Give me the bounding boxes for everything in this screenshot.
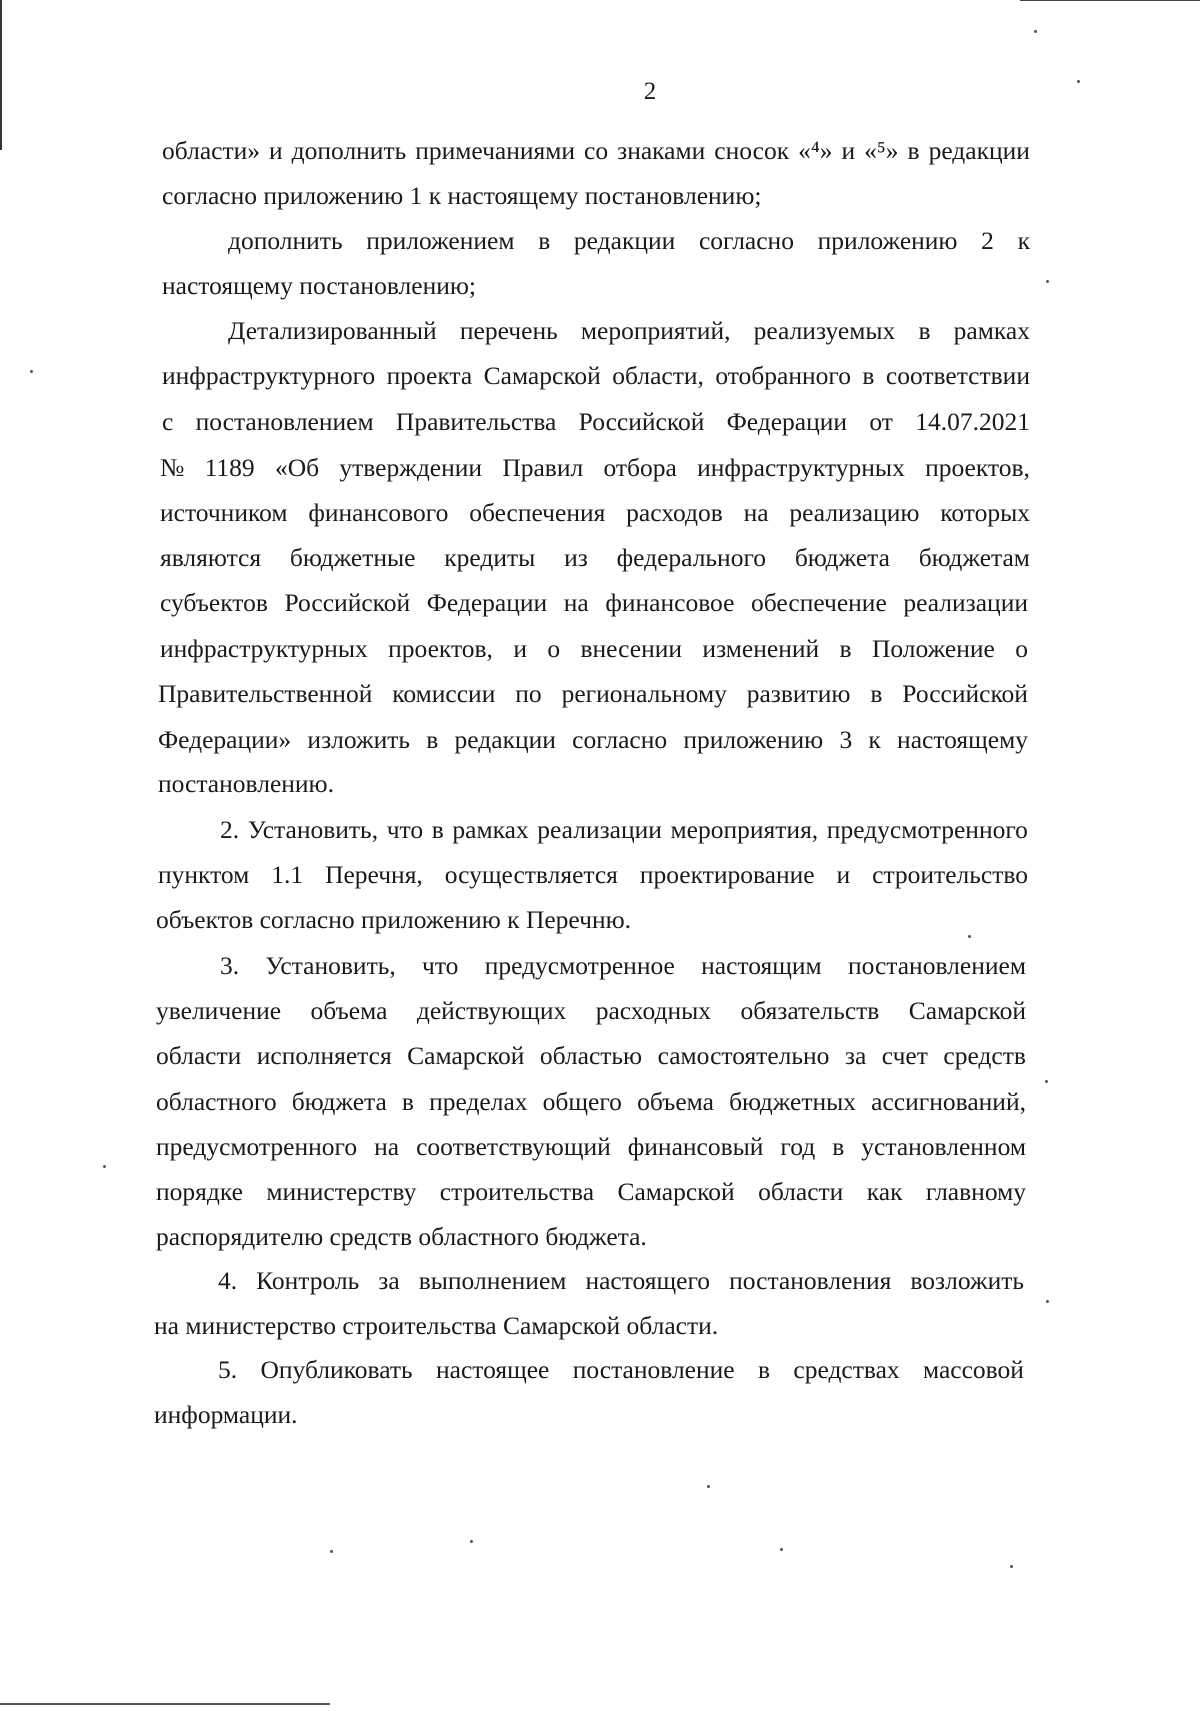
word: финансовое <box>605 588 735 617</box>
word: редакции <box>454 725 556 754</box>
word: «⁵» <box>864 136 899 165</box>
word: 14.07.2021 <box>915 407 1030 436</box>
word: за <box>844 1041 867 1070</box>
word: постановления <box>729 1266 892 1295</box>
word: бюджетных <box>729 1087 857 1116</box>
word: в <box>918 316 931 345</box>
word: обеспечение <box>751 588 887 617</box>
word: инфраструктурного <box>162 361 376 390</box>
word: финансового <box>308 498 449 527</box>
word: год <box>780 1132 816 1161</box>
word: со <box>584 136 609 165</box>
word: бюджетные <box>289 543 416 572</box>
word: и <box>269 136 283 165</box>
word: по <box>515 679 542 708</box>
word: отбора <box>603 453 677 482</box>
text-line <box>158 727 1028 753</box>
word: реализации <box>537 815 662 844</box>
word: 5. <box>218 1355 238 1384</box>
scan-speck <box>1034 30 1037 33</box>
word: предусмотренного <box>156 1132 358 1161</box>
text-line <box>156 1134 1026 1160</box>
word: в <box>757 1355 771 1384</box>
word: Федерации <box>426 588 548 617</box>
word: федерального <box>616 543 767 572</box>
word: области, <box>612 361 704 390</box>
word: субъектов <box>160 588 268 617</box>
word: № <box>160 453 185 482</box>
scan-edge-bottom <box>0 1703 330 1705</box>
word: самостоятельно <box>657 1041 830 1070</box>
scan-speck <box>707 1485 710 1488</box>
word: Самарской <box>483 361 601 390</box>
word: счет <box>881 1041 928 1070</box>
word: исполняется <box>256 1041 392 1070</box>
text-line: постановлению. <box>158 769 334 798</box>
word: проектов, <box>388 634 493 663</box>
text-line: распорядителю средств областного бюджета. <box>156 1222 647 1251</box>
scan-speck <box>330 1550 333 1553</box>
word: дополнить <box>228 226 343 255</box>
word: в <box>870 679 883 708</box>
text-line <box>160 545 1030 571</box>
word: порядке <box>156 1177 243 1206</box>
word: действующих <box>416 996 567 1025</box>
word: строительства <box>439 1177 595 1206</box>
text-line <box>158 681 1028 707</box>
word: и <box>841 136 856 165</box>
word: бюджетам <box>918 543 1030 572</box>
word: с <box>162 407 174 436</box>
word: Детализированный <box>228 316 437 345</box>
word: инфраструктурных <box>160 634 368 663</box>
text-line <box>228 228 1030 254</box>
text-line: объектов согласно приложению к Перечню. <box>156 905 632 934</box>
word: региональному <box>561 679 727 708</box>
word: расходов <box>626 498 723 527</box>
word: комиссии <box>392 679 496 708</box>
scan-speck <box>1077 80 1080 83</box>
text-line <box>218 1268 1024 1294</box>
word: области <box>156 1041 242 1070</box>
word: соответствии <box>885 361 1030 390</box>
word: отобранного <box>715 361 851 390</box>
word: знаками <box>617 136 706 165</box>
word: сносок <box>714 136 790 165</box>
word: Контроль <box>256 1266 360 1295</box>
text-line <box>228 318 1030 344</box>
word: Федерации <box>726 407 848 436</box>
word: 4. <box>218 1266 238 1295</box>
word: расходных <box>595 996 712 1025</box>
word: источником <box>160 498 288 527</box>
text-line: на министерство строительства Самарской области. <box>154 1311 719 1340</box>
word: что <box>422 951 459 980</box>
word: Правительства <box>395 407 557 436</box>
word: в <box>538 226 551 255</box>
word: 1189 <box>204 453 255 482</box>
word: Российской <box>578 407 705 436</box>
word: в <box>832 1132 845 1161</box>
word: и <box>513 634 527 663</box>
word: Самарской <box>407 1041 525 1070</box>
word: министерству <box>266 1177 417 1206</box>
word: внесении <box>580 634 683 663</box>
text-line <box>220 953 1026 979</box>
word: к <box>868 725 881 754</box>
word: рамках <box>452 815 529 844</box>
scan-speck <box>1046 1300 1049 1303</box>
word: пунктом <box>158 860 250 889</box>
word: реализации <box>903 588 1028 617</box>
word: главному <box>925 1177 1026 1206</box>
scan-edge-top <box>1020 0 1200 1</box>
scan-speck <box>1045 1080 1048 1083</box>
word: на <box>743 498 769 527</box>
word: Опубликовать <box>260 1355 413 1384</box>
word: в <box>431 815 444 844</box>
word: возложить <box>910 1266 1024 1295</box>
word: утверждении <box>339 453 483 482</box>
word: мероприятий, <box>580 316 731 345</box>
text-line <box>156 1179 1026 1205</box>
scan-speck <box>780 1548 783 1551</box>
word: проекта <box>386 361 473 390</box>
word: средств <box>943 1041 1026 1070</box>
word: ассигнований, <box>871 1087 1026 1116</box>
word: как <box>866 1177 903 1206</box>
word: в <box>907 136 920 165</box>
word: к <box>1017 226 1030 255</box>
word: предусмотренного <box>826 815 1028 844</box>
word: развитию <box>746 679 851 708</box>
word: из <box>564 543 588 572</box>
word: реализуемых <box>753 316 896 345</box>
word: Самарской <box>908 996 1026 1025</box>
word: за <box>378 1266 400 1295</box>
text-line <box>160 590 1028 616</box>
word: объема <box>637 1087 714 1116</box>
word: области» <box>162 136 260 165</box>
word: областного <box>156 1087 277 1116</box>
text-line <box>160 455 1030 481</box>
word: дополнить <box>291 136 407 165</box>
text-line <box>156 1043 1026 1069</box>
text-line: настоящему постановлению; <box>162 271 476 300</box>
word: в <box>839 634 852 663</box>
word: изложить <box>307 725 411 754</box>
word: которых <box>940 498 1030 527</box>
word: приложением <box>366 226 515 255</box>
word: 3. <box>220 951 240 980</box>
word: массовой <box>923 1355 1024 1384</box>
word: в <box>862 361 875 390</box>
word: Перечня, <box>325 860 423 889</box>
scan-speck <box>103 1165 106 1168</box>
word: Российской <box>902 679 1028 708</box>
text-line: согласно приложению 1 к настоящему постановлению; <box>162 181 762 210</box>
word: бюджета <box>794 543 890 572</box>
word: на <box>374 1132 400 1161</box>
word: проектирование <box>639 860 815 889</box>
word: Установить, <box>265 951 396 980</box>
word: Российской <box>284 588 411 617</box>
word: строительство <box>872 860 1028 889</box>
word: «⁴» <box>798 136 833 165</box>
word: пределах <box>429 1087 528 1116</box>
word: о <box>547 634 561 663</box>
text-line: информации. <box>154 1400 298 1429</box>
text-line <box>162 138 1030 164</box>
word: «Об <box>274 453 320 482</box>
page-number: 2 <box>643 78 657 105</box>
text-line <box>220 817 1028 843</box>
word: объема <box>310 996 388 1025</box>
word: 2 <box>981 226 994 255</box>
scan-speck <box>1046 280 1049 283</box>
word: областью <box>539 1041 643 1070</box>
word: 2. <box>220 815 240 844</box>
word: соответствующий <box>416 1132 611 1161</box>
word: редакции <box>573 226 676 255</box>
word: Правил <box>502 453 584 482</box>
word: инфраструктурных <box>697 453 905 482</box>
word: 1.1 <box>271 860 304 889</box>
word: постановлением <box>847 951 1026 980</box>
word: 3 <box>839 725 853 754</box>
word: предусмотренное <box>484 951 675 980</box>
word: настоящим <box>701 951 822 980</box>
word: перечень <box>459 316 558 345</box>
word: увеличение <box>156 996 282 1025</box>
word: в <box>401 1087 414 1116</box>
scan-speck <box>968 935 971 938</box>
word: мероприятия, <box>670 815 819 844</box>
word: настоящего <box>585 1266 711 1295</box>
word: выполнением <box>418 1266 567 1295</box>
word: на <box>563 588 589 617</box>
word: области <box>758 1177 844 1206</box>
word: в <box>426 725 439 754</box>
text-line <box>160 636 1028 662</box>
text-line <box>158 862 1028 888</box>
word: общего <box>542 1087 622 1116</box>
word: Правительственной <box>158 679 373 708</box>
word: согласно <box>572 725 668 754</box>
word: постановление <box>572 1355 735 1384</box>
word: проектов, <box>925 453 1030 482</box>
word: рамках <box>953 316 1030 345</box>
word: что <box>386 815 424 844</box>
word: постановлением <box>195 407 374 436</box>
word: являются <box>160 543 262 572</box>
word: финансовый <box>627 1132 764 1161</box>
word: установленном <box>861 1132 1026 1161</box>
word: редакции <box>928 136 1030 165</box>
word: от <box>869 407 893 436</box>
word: изменений <box>702 634 820 663</box>
text-line <box>156 1089 1026 1115</box>
word: и <box>836 860 851 889</box>
word: о <box>1015 634 1028 663</box>
word: Федерации» <box>158 725 292 754</box>
scan-speck <box>30 370 33 373</box>
text-line <box>162 409 1030 435</box>
text-line <box>156 998 1026 1024</box>
word: приложению <box>817 226 958 255</box>
word: реализацию <box>789 498 920 527</box>
word: настоящему <box>897 725 1028 754</box>
scan-speck <box>470 1540 473 1543</box>
word: Установить, <box>247 815 379 844</box>
word: обязательств <box>740 996 880 1025</box>
word: бюджета <box>291 1087 387 1116</box>
scan-speck <box>1010 1565 1013 1568</box>
scan-edge-left <box>0 0 2 150</box>
word: кредиты <box>444 543 536 572</box>
text-line <box>218 1357 1024 1383</box>
word: осуществляется <box>444 860 618 889</box>
word: согласно <box>698 226 794 255</box>
text-line <box>162 363 1030 389</box>
text-line <box>160 500 1030 526</box>
word: обеспечения <box>469 498 606 527</box>
word: настоящее <box>436 1355 550 1384</box>
word: средствах <box>793 1355 900 1384</box>
word: примечаниями <box>415 136 576 165</box>
word: приложению <box>683 725 824 754</box>
word: Положение <box>871 634 995 663</box>
word: Самарской <box>617 1177 735 1206</box>
